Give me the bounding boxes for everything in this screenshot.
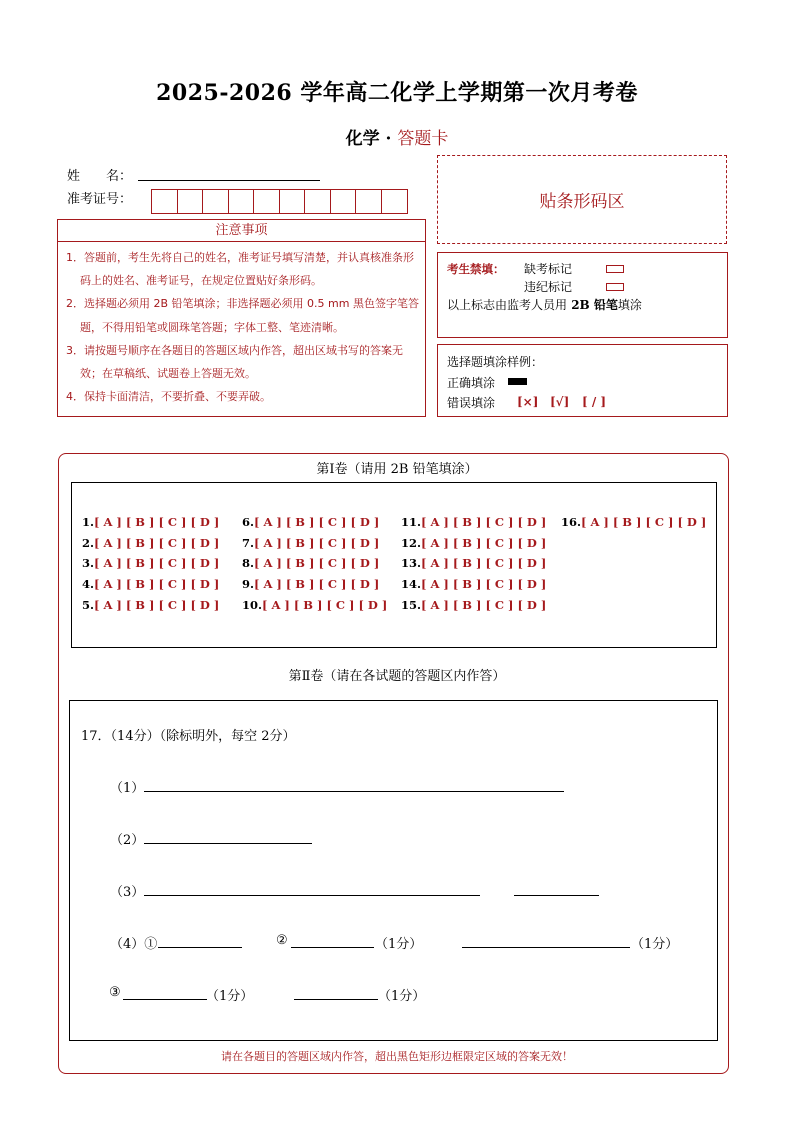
violation-mark-label: 违纪标记 <box>524 280 573 294</box>
notes-heading: 注意事项 <box>57 219 426 242</box>
note-item: 4．保持卡面清洁，不要折叠、不要弄破。 <box>66 390 271 404</box>
sample-title: 选择题填涂样例： <box>447 355 544 369</box>
q17-sub4-2b-points: （1分） <box>631 937 679 952</box>
id-cell[interactable] <box>203 190 229 213</box>
mc-question-10[interactable]: 10.[ A ] [ B ] [ C ] [ D ] <box>242 598 388 612</box>
mc-question-14[interactable]: 14.[ A ] [ B ] [ C ] [ D ] <box>401 577 547 591</box>
wrong-mark-x: [×] <box>517 395 539 409</box>
absent-mark-box <box>606 265 624 273</box>
question-17-box <box>69 700 718 1041</box>
q17-sub4-2b-answer-line[interactable] <box>462 947 630 948</box>
id-number-grid[interactable] <box>151 189 408 214</box>
ban-note-bold: 2B 铅笔 <box>567 298 618 312</box>
id-cell[interactable] <box>178 190 204 213</box>
fill-sample-box <box>437 344 728 417</box>
id-cell[interactable] <box>382 190 408 213</box>
q17-sub2-answer-line[interactable] <box>144 843 312 844</box>
q17-sub3-answer-line-a[interactable] <box>144 895 480 896</box>
mc-question-11[interactable]: 11.[ A ] [ B ] [ C ] [ D ] <box>401 515 547 529</box>
q17-sub4-3b-points: （1分） <box>378 989 426 1004</box>
mc-question-15[interactable]: 15.[ A ] [ B ] [ C ] [ D ] <box>401 598 547 612</box>
part2-title: 第Ⅱ卷（请在各试题的答题区内作答） <box>288 669 506 684</box>
q17-sub4-3-points: （1分） <box>206 989 254 1004</box>
name-field[interactable] <box>138 180 320 181</box>
correct-fill-label: 正确填涂 <box>447 376 496 390</box>
q17-sub4-2-label: ② <box>276 933 288 948</box>
violation-mark-box <box>606 283 624 291</box>
name-label: 姓 名： <box>67 169 133 184</box>
q17-sub4-label: （4）① <box>110 937 158 952</box>
absent-mark-label: 缺考标记 <box>524 262 573 276</box>
footer-warning: 请在各题目的答题区域内作答，超出黑色矩形边框限定区域的答案无效！ <box>221 1050 573 1063</box>
ban-note <box>447 296 642 313</box>
mc-question-4[interactable]: 4.[ A ] [ B ] [ C ] [ D ] <box>82 577 220 591</box>
ban-note-suffix: 填涂 <box>617 298 642 312</box>
q17-sub4-1-answer-line[interactable] <box>158 947 242 948</box>
q17-header: 17．（14分）（除标明外，每空 2分） <box>81 729 296 744</box>
correct-fill-mark <box>508 378 527 385</box>
subtitle-subject: 化学 · <box>345 129 398 149</box>
mc-question-5[interactable]: 5.[ A ] [ B ] [ C ] [ D ] <box>82 598 220 612</box>
id-cell[interactable] <box>280 190 306 213</box>
q17-sub3-answer-line-b[interactable] <box>514 895 599 896</box>
multiple-choice-box <box>71 482 717 648</box>
mc-question-3[interactable]: 3.[ A ] [ B ] [ C ] [ D ] <box>82 556 220 570</box>
mc-question-16[interactable]: 16.[ A ] [ B ] [ C ] [ D ] <box>561 515 707 529</box>
q17-sub4-3-answer-line[interactable] <box>123 999 207 1000</box>
mc-question-13[interactable]: 13.[ A ] [ B ] [ C ] [ D ] <box>401 556 547 570</box>
q17-sub4-3-label: ③ <box>109 985 121 1000</box>
q17-sub3-label: （3） <box>110 885 145 900</box>
q17-sub1-label: （1） <box>110 781 145 796</box>
mc-question-7[interactable]: 7.[ A ] [ B ] [ C ] [ D ] <box>242 536 380 550</box>
note-item: 1．答题前，考生先将自己的姓名，准考证号填写清楚，并认真核准条形码上的姓名、准考证号，在规定位置贴好条形码。 <box>66 251 414 288</box>
id-cell[interactable] <box>229 190 255 213</box>
notes-list <box>57 242 426 417</box>
mc-question-9[interactable]: 9.[ A ] [ B ] [ C ] [ D ] <box>242 577 380 591</box>
ban-note-prefix: 以上标志由监考人员用 <box>447 298 568 312</box>
q17-sub2-label: （2） <box>110 833 145 848</box>
id-label: 准考证号： <box>67 192 133 207</box>
ban-label: 考生禁填： <box>447 262 505 276</box>
id-cell[interactable] <box>254 190 280 213</box>
mc-question-2[interactable]: 2.[ A ] [ B ] [ C ] [ D ] <box>82 536 220 550</box>
subtitle-answer-card: 答题卡 <box>397 129 449 149</box>
mc-question-6[interactable]: 6.[ A ] [ B ] [ C ] [ D ] <box>242 515 380 529</box>
wrong-fill-label: 错误填涂 <box>447 396 496 410</box>
wrong-mark-check: [√] <box>550 395 570 409</box>
wrong-mark-slash: [ / ] <box>582 395 607 409</box>
note-item: 3．请按题号顺序在各题目的答题区域内作答，超出区域书写的答案无效；在草稿纸、试题卷上答题无效。 <box>66 343 403 381</box>
barcode-label: 贴条形码区 <box>539 192 625 212</box>
page-subtitle <box>0 124 794 149</box>
mc-question-12[interactable]: 12.[ A ] [ B ] [ C ] [ D ] <box>401 536 547 550</box>
page-title: 2025-2026 学年高二化学上学期第一次月考卷 <box>156 80 638 106</box>
part1-title: 第Ⅰ卷（请用 2B 铅笔填涂） <box>316 462 478 477</box>
q17-sub4-3b-answer-line[interactable] <box>294 999 378 1000</box>
id-cell[interactable] <box>305 190 331 213</box>
id-cell[interactable] <box>356 190 382 213</box>
barcode-area <box>437 155 727 244</box>
q17-sub1-answer-line[interactable] <box>144 791 564 792</box>
id-cell[interactable] <box>331 190 357 213</box>
mc-question-8[interactable]: 8.[ A ] [ B ] [ C ] [ D ] <box>242 556 380 570</box>
mc-question-1[interactable]: 1.[ A ] [ B ] [ C ] [ D ] <box>82 515 220 529</box>
q17-sub4-2-points: （1分） <box>375 937 423 952</box>
q17-sub4-2-answer-line[interactable] <box>291 947 374 948</box>
proctor-only-box <box>437 252 728 338</box>
id-cell[interactable] <box>152 190 178 213</box>
note-item: 2．选择题必须用 2B 铅笔填涂；非选择题必须用 0.5 mm 黑色签字笔答题，不得用铅笔或圆珠笔答题；字体工整、笔迹清晰。 <box>66 297 419 334</box>
